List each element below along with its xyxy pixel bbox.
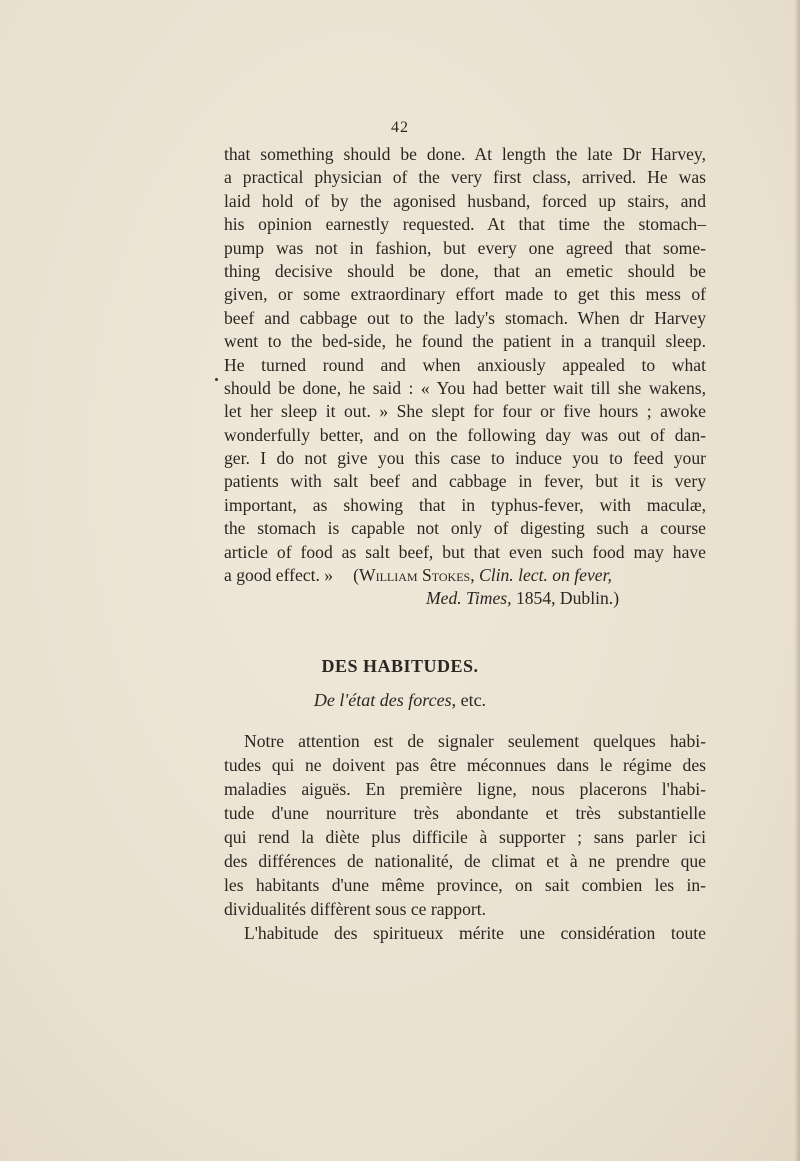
text-line: laid hold of by the agonised husband, forced up stairs, and <box>224 190 706 211</box>
margin-mark <box>215 378 218 381</box>
english-quote-block <box>224 143 706 611</box>
subheading-italic: De l'état des forces <box>313 690 452 710</box>
citation-author: (William Stokes, <box>353 565 475 586</box>
text-line: should be done, he said : « You had better wait till she wakens, <box>224 377 706 398</box>
text-line: his opinion earnestly requested. At that time the stomach– <box>224 214 706 235</box>
text-line: important, as showing that in typhus-fever, with maculæ, <box>224 494 706 515</box>
text-line: qui rend la diète plus difficile à supporter ; sans parler ici <box>224 827 706 847</box>
text-line: ger. I do not give you this case to induce you to feed your <box>224 448 706 469</box>
citation-year-place: 1854, Dublin.) <box>515 588 620 609</box>
text-line: that something should be done. At length the late Dr Harvey, <box>224 144 706 164</box>
text-line: article of food as salt beef, but that even such food may have <box>224 541 706 562</box>
citation-lead: a good effect. » <box>224 565 334 586</box>
text-line: patients with salt beef and cabbage in fever, but it is very <box>224 471 706 492</box>
text-line: thing decisive should be done, that an emetic should be <box>224 260 706 281</box>
text-line: tudes qui ne doivent pas être méconnues dans le régime des <box>224 755 706 775</box>
text-line: Notre attention est de signaler seulement quelques habi- <box>244 731 706 751</box>
page-number: 42 <box>391 119 409 136</box>
section-heading: DES HABITUDES. <box>321 656 479 676</box>
citation-journal: Med. Times, <box>426 588 512 609</box>
text-line: let her sleep it out. » She slept for four or five hours ; awoke <box>224 401 706 422</box>
text-line: a practical physician of the very first class, arrived. He was <box>224 167 706 188</box>
french-paragraph-block <box>224 729 706 945</box>
text-line: beef and cabbage out to the lady's stomach. When dr Harvey <box>224 307 706 328</box>
text-line: maladies aiguës. En première ligne, nous placerons l'habi- <box>224 779 706 799</box>
text-line: the stomach is capable not only of digesting such a course <box>224 518 706 539</box>
citation-line <box>224 587 706 610</box>
text-line: dividualités diffèrent sous ce rapport. <box>224 899 487 919</box>
citation-work: Clin. lect. on fever, <box>479 565 612 586</box>
text-line: pump was not in fashion, but every one agreed that some- <box>224 237 706 258</box>
page-edge-shadow <box>794 0 800 1161</box>
text-line: given, or some extraordinary effort made to get this mess of <box>224 284 706 305</box>
text-line: tude d'une nourriture très abondante et très substantielle <box>224 803 706 823</box>
text-line: He turned round and when anxiously appealed to what <box>224 354 706 375</box>
text-line: les habitants d'une même province, on sait combien les in- <box>224 875 706 895</box>
citation-line <box>224 564 706 587</box>
text-line: went to the bed-side, he found the patient in a tranquil sleep. <box>224 331 706 352</box>
subheading-rest: , etc. <box>451 690 487 710</box>
text-line: wonderfully better, and on the following day was out of dan- <box>224 424 706 445</box>
text-line: des différences de nationalité, de climat et à ne prendre que <box>224 851 706 871</box>
text-line: L'habitude des spiritueux mérite une considération toute <box>244 923 706 943</box>
section-subheading <box>0 690 800 711</box>
